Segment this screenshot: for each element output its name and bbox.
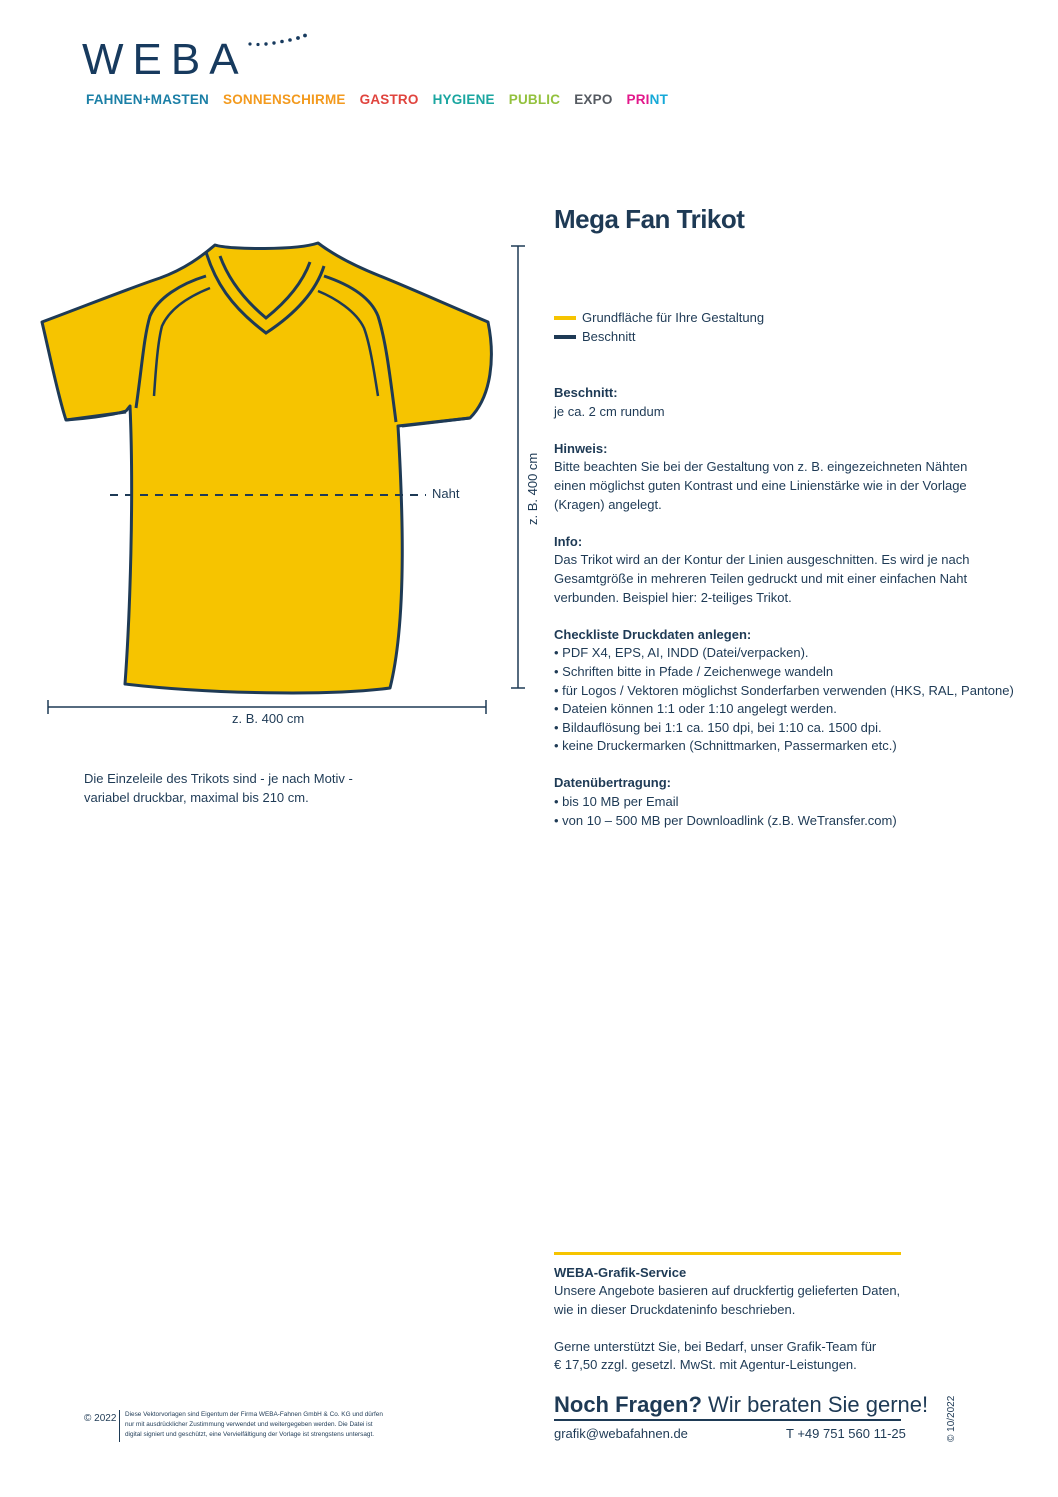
version-date xyxy=(946,1396,957,1442)
section-hinweis xyxy=(554,440,1024,514)
disclaimer-line: digital signiert und geschützt, eine Vervielfältigung der Vorlage ist strengstens untersagt. xyxy=(125,1431,375,1438)
transfer-item: • bis 10 MB per Email xyxy=(554,794,679,810)
service-line: wie in dieser Druckdateninfo beschrieben. xyxy=(554,1301,796,1317)
checklist-heading: Checkliste Druckdaten anlegen: xyxy=(554,626,752,642)
copyright: © 2022 xyxy=(84,1413,117,1424)
service-line: Gerne unterstützt Sie, bei Bedarf, unser Grafik-Team für xyxy=(554,1338,877,1354)
section-beschnitt xyxy=(554,384,1024,421)
service-line: € 17,50 zzgl. gesetzl. MwSt. mit Agentur-Leistungen. xyxy=(554,1357,857,1373)
info-line: Gesamtgröße in mehreren Teilen gedruckt und mit einer einfachen Naht xyxy=(554,570,968,586)
nav-expo[interactable]: EXPO xyxy=(574,92,613,107)
checklist-item: • für Logos / Vektoren möglichst Sonderfarben verwenden (HKS, RAL, Pantone) xyxy=(554,682,1014,698)
nav-print-b: NT xyxy=(649,92,669,107)
service-divider xyxy=(554,1252,901,1255)
contact-email[interactable]: grafik@webafahnen.de xyxy=(554,1426,688,1441)
checklist-item: • PDF X4, EPS, AI, INDD (Datei/verpacken). xyxy=(554,645,809,661)
category-nav xyxy=(86,92,668,107)
legend-item-bleed xyxy=(554,327,764,346)
beschnitt-heading: Beschnitt: xyxy=(554,385,618,400)
hinweis-heading: Hinweis: xyxy=(554,440,608,456)
width-label: z. B. 400 cm xyxy=(232,711,305,726)
nav-hygiene[interactable]: HYGIENE xyxy=(432,92,495,107)
legend-item-print-area xyxy=(554,308,764,327)
contact-phone[interactable]: T +49 751 560 11-25 xyxy=(786,1426,906,1441)
service-line: Unsere Angebote basieren auf druckfertig gelieferten Daten, xyxy=(554,1283,901,1299)
transfer-heading: Datenübertragung: xyxy=(554,775,671,791)
service-spacer xyxy=(554,1319,914,1337)
section-transfer xyxy=(554,774,1024,830)
nav-gastro[interactable]: GASTRO xyxy=(359,92,419,107)
service-heading: WEBA-Grafik-Service xyxy=(554,1265,687,1280)
legend-swatch-navy xyxy=(554,335,576,339)
beschnitt-text: je ca. 2 cm rundum xyxy=(554,403,665,419)
nav-public[interactable]: PUBLIC xyxy=(508,92,561,107)
disclaimer xyxy=(125,1410,445,1440)
questions-bold: Noch Fragen? xyxy=(554,1392,702,1417)
questions-rest: Wir beraten Sie gerne! xyxy=(701,1392,929,1417)
nav-print[interactable] xyxy=(627,92,669,107)
logo-dots-icon xyxy=(246,30,310,50)
hinweis-line: (Kragen) angelegt. xyxy=(554,496,662,512)
info-line: verbunden. Beispiel hier: 2-teiliges Trikot. xyxy=(554,589,792,605)
legend xyxy=(554,308,764,346)
footer-divider xyxy=(119,1410,120,1442)
legend-label: Beschnitt xyxy=(582,329,636,344)
questions-underline xyxy=(554,1419,901,1421)
legend-swatch-yellow xyxy=(554,316,576,320)
page-title: Mega Fan Trikot xyxy=(554,204,745,234)
note-line: variabel druckbar, maximal bis 210 cm. xyxy=(84,789,309,805)
shirt-body xyxy=(42,243,491,693)
shirt-drawing xyxy=(30,236,550,726)
note-line: Die Einzeleile des Trikots sind - je nach Motiv - xyxy=(84,771,353,786)
version-text: © 10/2022 xyxy=(946,1395,957,1442)
grafik-service xyxy=(554,1264,914,1374)
transfer-item: • von 10 – 500 MB per Downloadlink (z.B. WeTransfer.com) xyxy=(554,812,897,828)
weba-logo: WEBA xyxy=(82,35,248,84)
nav-fahnen-masten[interactable]: FAHNEN+MASTEN xyxy=(86,92,209,107)
disclaimer-line: nur mit ausdrücklicher Zustimmung verwendet und weitergegeben werden. Die Datei ist xyxy=(125,1421,373,1428)
checklist-item: • keine Druckermarken (Schnittmarken, Passermarken etc.) xyxy=(554,738,897,754)
info-heading: Info: xyxy=(554,533,583,549)
nav-sonnenschirme[interactable]: SONNENSCHIRME xyxy=(223,92,346,107)
checklist-item: • Schriften bitte in Pfade / Zeichenwege wandeln xyxy=(554,663,834,679)
height-label: z. B. 400 cm xyxy=(525,452,540,525)
checklist-item: • Bildauflösung bei 1:1 ca. 150 dpi, bei 1:10 ca. 1500 dpi. xyxy=(554,719,882,735)
questions-banner xyxy=(554,1392,928,1418)
seam-label: Naht xyxy=(432,486,460,501)
hinweis-line: einen möglichst guten Kontrast und eine Linienstärke wie in der Vorlage xyxy=(554,477,967,493)
legend-label: Grundfläche für Ihre Gestaltung xyxy=(582,310,765,325)
section-info xyxy=(554,533,1024,607)
hinweis-line: Bitte beachten Sie bei der Gestaltung von z. B. eingezeichneten Nähten xyxy=(554,459,968,475)
info-column xyxy=(554,384,1024,849)
disclaimer-line: Diese Vektorvorlagen sind Eigentum der Firma WEBA-Fahnen GmbH & Co. KG und dürfen xyxy=(125,1411,383,1418)
parts-note xyxy=(84,770,384,807)
checklist-item: • Dateien können 1:1 oder 1:10 angelegt werden. xyxy=(554,701,837,717)
nav-print-a: PRI xyxy=(626,92,650,107)
info-line: Das Trikot wird an der Kontur der Linien ausgeschnitten. Es wird je nach xyxy=(554,552,970,568)
section-checklist xyxy=(554,626,1024,756)
